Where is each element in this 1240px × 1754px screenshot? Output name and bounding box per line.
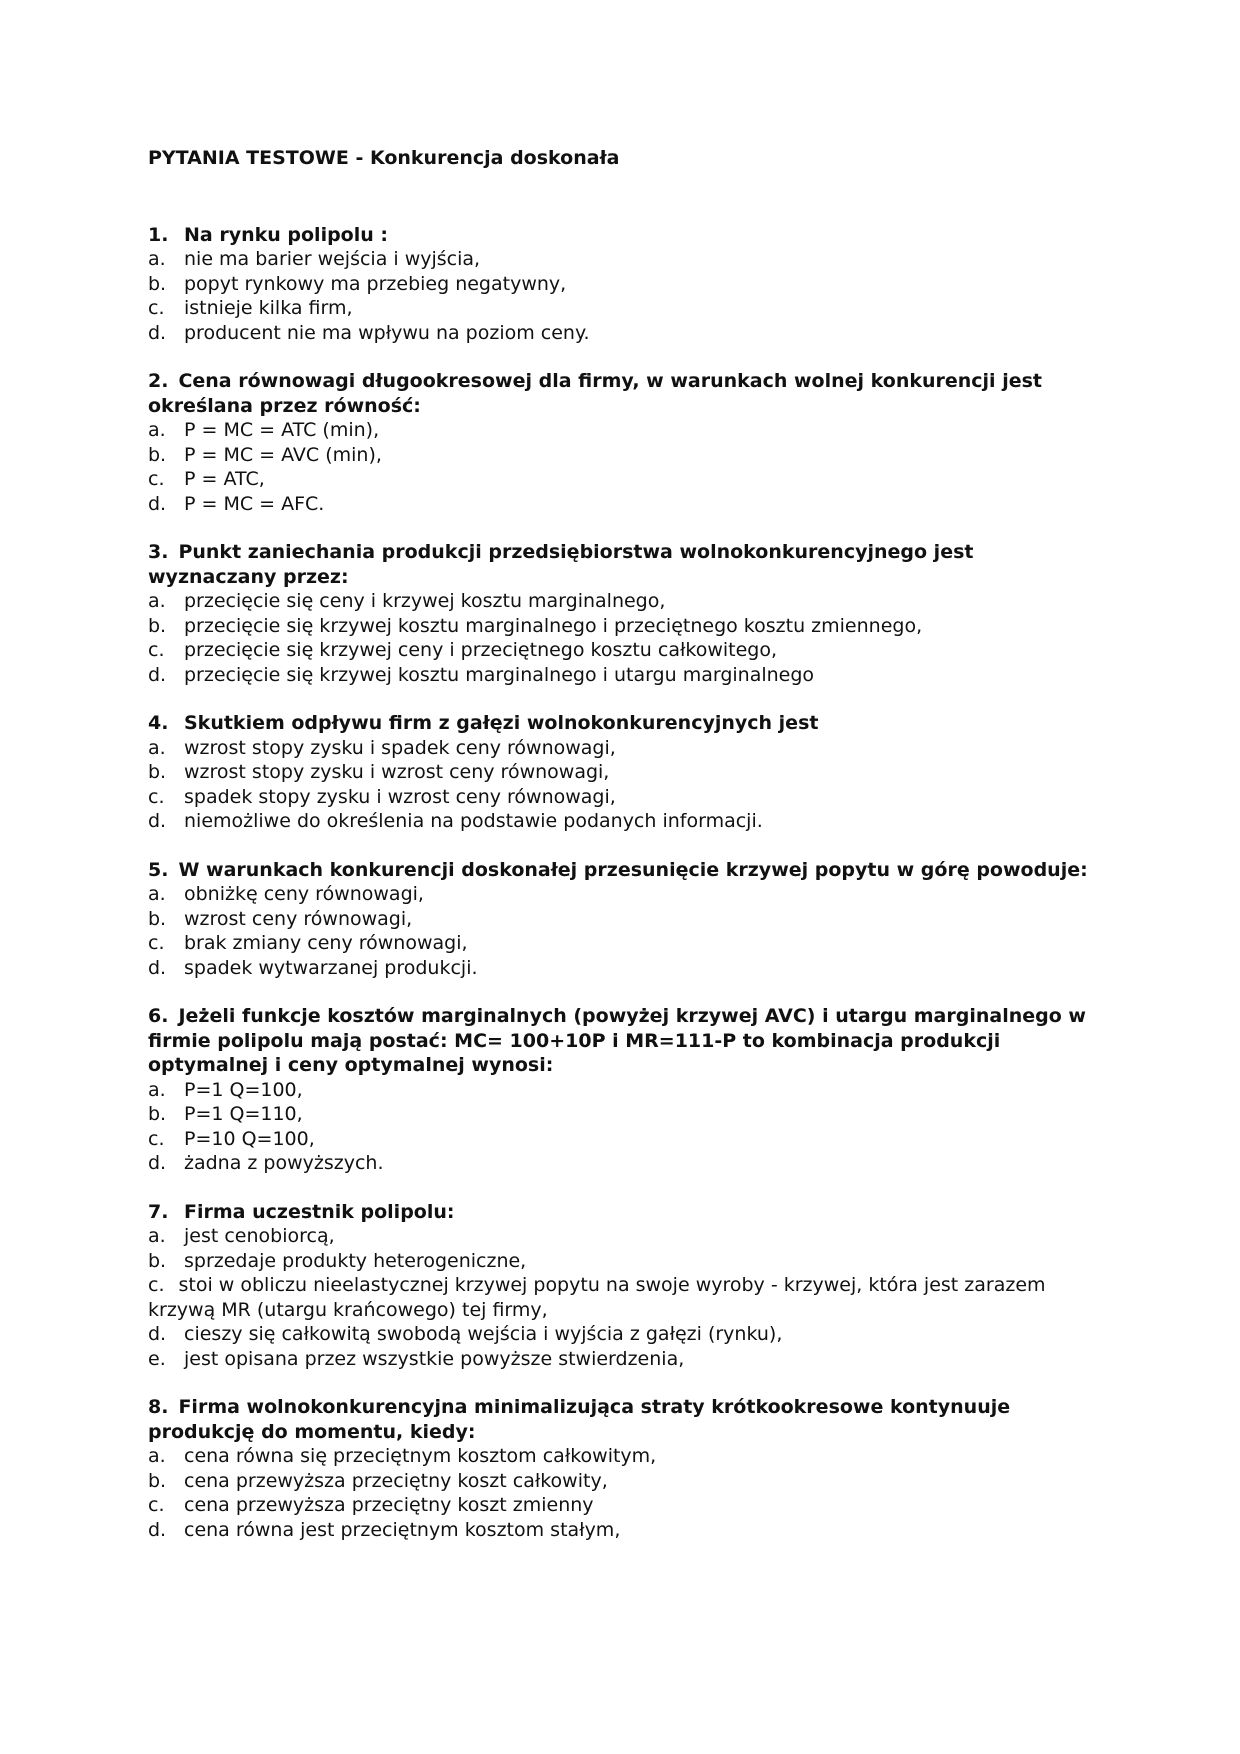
answer-option [148,1347,1108,1372]
option-letter: d. [148,321,167,344]
answer-option [148,956,1108,981]
option-text: wzrost stopy zysku i wzrost ceny równowagi, [184,761,610,783]
option-letter: b. [148,907,167,930]
option-letter: a. [148,419,166,441]
option-letter: a. [148,1078,166,1101]
option-letter: a. [148,590,166,612]
option-text: jest cenobiorcą, [184,1225,335,1247]
option-text: P = ATC, [184,468,265,490]
answer-option [148,1518,1108,1543]
question-5 [148,858,1108,981]
option-letter: b. [148,761,167,783]
option-text: P=10 Q=100, [184,1127,315,1150]
question-number: 1. [148,223,169,246]
option-text: przecięcie się ceny i krzywej kosztu marginalnego, [184,590,666,612]
option-letter: d. [148,1518,167,1541]
question-number: 6. [148,1005,169,1027]
answer-option [148,1493,1108,1518]
answer-option [148,247,1108,272]
option-letter: b. [148,614,167,637]
question-text: Firma wolnokonkurencyjna minimalizująca straty krótkookresowe kontynuuje produkcję do momentu, kiedy: [148,1396,1011,1443]
option-text: niemożliwe do określenia na podstawie podanych informacji. [184,810,763,832]
option-letter: b. [148,443,167,466]
question-6 [148,1004,1108,1176]
question-text: Firma uczestnik polipolu: [184,1200,455,1223]
answer-option [148,1224,1108,1249]
option-letter: d. [148,1152,167,1174]
answer-option [148,321,1108,346]
question-3 [148,540,1108,687]
option-text: przecięcie się krzywej kosztu marginalnego i przeciętnego kosztu zmiennego, [184,614,923,637]
question-number: 7. [148,1200,169,1223]
question-heading [148,1004,1108,1078]
answer-option [148,907,1108,932]
option-text: sprzedaje produkty heterogeniczne, [184,1249,527,1272]
option-letter: c. [148,932,165,954]
answer-option [148,1102,1108,1127]
answer-option [148,785,1108,810]
option-text: nie ma barier wejścia i wyjścia, [184,248,481,270]
option-letter: b. [148,1249,167,1272]
option-text: żadna z powyższych. [184,1152,384,1174]
answer-option [148,809,1108,834]
option-letter: d. [148,663,167,686]
option-letter: a. [148,1225,166,1247]
answer-option [148,1151,1108,1176]
option-text: brak zmiany ceny równowagi, [184,932,468,954]
question-text: Jeżeli funkcje kosztów marginalnych (powyżej krzywej AVC) i utargu marginalnego w firmie polipolu mają postać: MC= 100+10P i MR=111-P to kombinacja produkcji optymalnej i ceny optymalnej wynosi: [148,1005,1086,1076]
question-number: 2. [148,370,169,392]
answer-option [148,760,1108,785]
option-text: przecięcie się krzywej kosztu marginalnego i utargu marginalnego [184,663,815,686]
answer-option [148,1469,1108,1494]
option-letter: b. [148,272,167,295]
answer-option [148,443,1108,468]
question-number: 8. [148,1396,169,1418]
option-letter: c. [148,1274,165,1296]
answer-option [148,1249,1108,1274]
question-text: Cena równowagi długookresowej dla firmy, w warunkach wolnej konkurencji jest określana przez równość: [148,370,1042,417]
question-2 [148,369,1108,516]
answer-option [148,1273,1108,1322]
option-text: obniżkę ceny równowagi, [184,883,424,905]
question-text: Na rynku polipolu : [184,223,388,246]
option-letter: a. [148,1445,166,1467]
answer-option [148,272,1108,297]
option-text: P = MC = AFC. [184,492,325,515]
option-letter: d. [148,1323,167,1345]
option-text: cena równa się przeciętnym kosztom całkowitym, [184,1445,657,1467]
question-heading [148,223,1108,248]
answer-option [148,418,1108,443]
answer-option [148,1127,1108,1152]
option-text: P=1 Q=100, [184,1078,303,1101]
option-text: wzrost stopy zysku i spadek ceny równowagi, [184,736,616,759]
option-text: P = MC = AVC (min), [184,443,382,466]
option-text: stoi w obliczu nieelastycznej krzywej popytu na swoje wyroby - krzywej, która jest zarazem krzywą MR (utargu krańcowego) tej firmy, [148,1274,1046,1321]
option-letter: c. [148,468,165,490]
question-heading [148,1200,1108,1225]
option-letter: b. [148,1469,167,1492]
option-text: cena przewyższa przeciętny koszt całkowity, [184,1469,608,1492]
answer-option [148,663,1108,688]
option-letter: c. [148,639,165,661]
question-heading [148,711,1108,736]
option-letter: d. [148,956,167,979]
option-text: przecięcie się krzywej ceny i przeciętnego kosztu całkowitego, [184,639,777,661]
option-text: producent nie ma wpływu na poziom ceny. [184,321,590,344]
answer-option [148,882,1108,907]
answer-option [148,492,1108,517]
option-text: istnieje kilka firm, [184,297,353,319]
option-text: wzrost ceny równowagi, [184,907,413,930]
answer-option [148,638,1108,663]
option-text: spadek stopy zysku i wzrost ceny równowagi, [184,785,616,808]
option-letter: a. [148,248,166,270]
question-text: Punkt zaniechania produkcji przedsiębiorstwa wolnokonkurencyjnego jest wyznaczany przez: [148,541,974,588]
question-heading [148,1395,1108,1444]
answer-option [148,614,1108,639]
document-title: PYTANIA TESTOWE - Konkurencja doskonała [148,147,620,169]
option-letter: c. [148,1127,165,1150]
option-text: P=1 Q=110, [184,1103,303,1125]
option-letter: d. [148,810,167,832]
question-8 [148,1395,1108,1542]
option-text: spadek wytwarzanej produkcji. [184,956,478,979]
option-letter: e. [148,1347,166,1370]
option-letter: a. [148,883,166,905]
option-letter: c. [148,785,165,808]
question-text: Skutkiem odpływu firm z gałęzi wolnokonkurencyjnych jest [184,712,819,734]
option-text: popyt rynkowy ma przebieg negatywny, [184,272,567,295]
option-letter: c. [148,297,165,319]
option-text: cena przewyższa przeciętny koszt zmienny [184,1494,594,1516]
question-number: 3. [148,541,169,563]
answer-option [148,467,1108,492]
option-text: jest opisana przez wszystkie powyższe stwierdzenia, [184,1347,685,1370]
option-text: cieszy się całkowitą swobodą wejścia i wyjścia z gałęzi (rynku), [184,1323,783,1345]
document-page [148,146,1108,1566]
question-number: 4. [148,712,169,734]
option-letter: d. [148,492,167,515]
option-letter: c. [148,1494,165,1516]
question-number: 5. [148,858,169,881]
question-4 [148,711,1108,834]
option-letter: a. [148,736,166,759]
answer-option [148,1322,1108,1347]
answer-option [148,736,1108,761]
option-text: cena równa jest przeciętnym kosztom stałym, [184,1518,621,1541]
answer-option [148,1444,1108,1469]
answer-option [148,589,1108,614]
question-7 [148,1200,1108,1372]
question-1 [148,223,1108,346]
answer-option [148,931,1108,956]
question-heading [148,540,1108,589]
answer-option [148,1078,1108,1103]
question-text: W warunkach konkurencji doskonałej przesunięcie krzywej popytu w górę powoduje: [178,858,1088,881]
answer-option [148,296,1108,321]
option-text: P = MC = ATC (min), [184,419,380,441]
question-heading [148,858,1108,883]
option-letter: b. [148,1103,167,1125]
question-heading [148,369,1108,418]
